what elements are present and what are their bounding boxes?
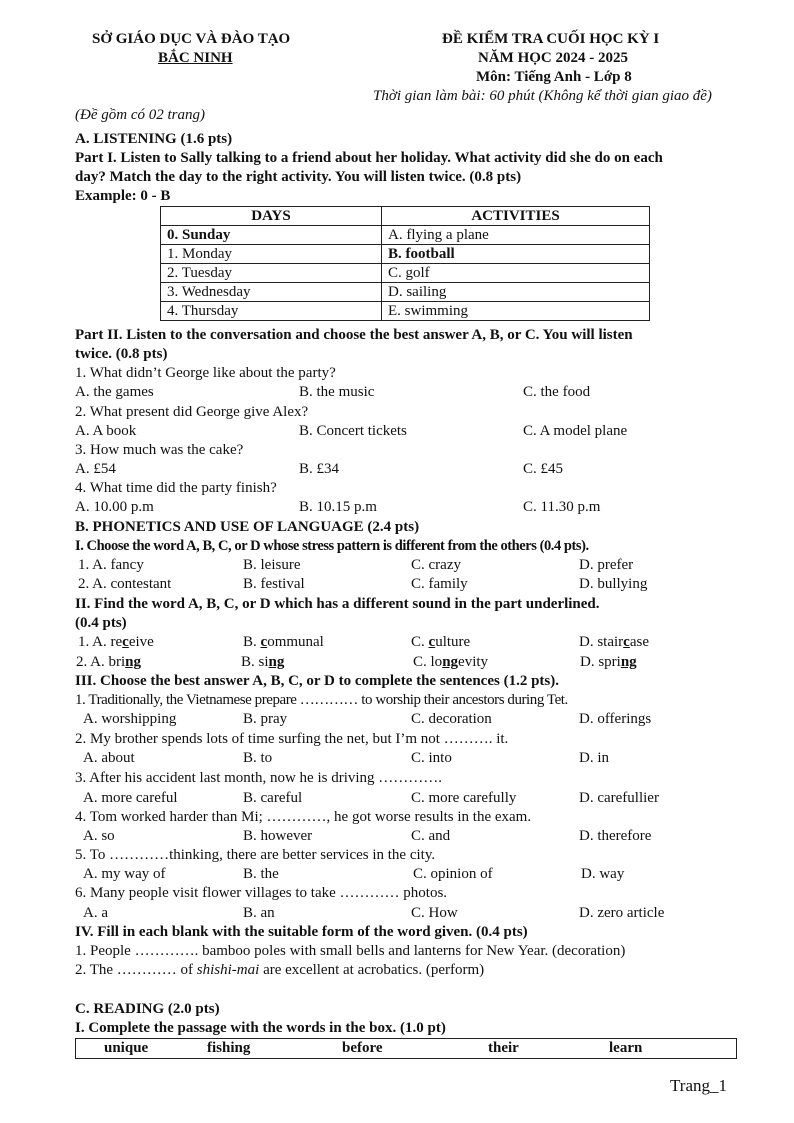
option-text: B. si <box>241 654 269 670</box>
mcq-question: 3. After his accident last month, now he is driving …………. <box>75 770 443 786</box>
option-c: C. How <box>411 905 458 921</box>
option-b: B. festival <box>243 576 305 592</box>
option-b: B. leisure <box>243 557 301 573</box>
option-d: D. offerings <box>579 711 652 727</box>
option-b: B. an <box>243 905 275 921</box>
option-b: B. to <box>243 750 273 766</box>
time-allowed: Thời gian làm bài: 60 phút (Không kể thời gian giao đề) <box>373 88 712 104</box>
day-cell: 2. Tuesday <box>161 264 382 283</box>
option-b: B. pray <box>243 711 288 727</box>
mcq-question: 4. Tom worked harder than Mi; …………, he got worse results in the exam. <box>75 809 532 825</box>
sound-instruction-line1: II. Find the word A, B, C, or D which has a different sound in the part underlined. <box>75 596 600 612</box>
word-form-instruction: IV. Fill in each blank with the suitable form of the word given. (0.4 pts) <box>75 924 528 940</box>
table-header-days: DAYS <box>161 207 382 226</box>
option-a: A. my way of <box>83 866 166 882</box>
option-text: 2. A. bri <box>76 654 126 670</box>
option-d: D. therefore <box>579 828 652 844</box>
option-b: B. Concert tickets <box>299 423 407 439</box>
word-box-item: fishing <box>207 1040 251 1056</box>
table-header-activities: ACTIVITIES <box>382 207 650 226</box>
days-activities-table <box>160 206 650 321</box>
word-form-question: 1. People …………. bamboo poles with small bells and lanterns for New Year. (decoration) <box>75 943 626 959</box>
option-c: C. the food <box>523 384 591 400</box>
part2-instruction-line2: twice. (0.8 pts) <box>75 346 168 362</box>
option-c: C. A model plane <box>523 423 628 439</box>
option-d: D. bullying <box>579 576 648 592</box>
word-form-question <box>75 961 484 980</box>
option-c: C. into <box>411 750 452 766</box>
stress-instruction: I. Choose the word A, B, C, or D whose stress pattern is different from the others (0.4 pts). <box>75 538 589 554</box>
underlined-part: c <box>428 634 436 650</box>
activity-cell: B. football <box>382 245 650 264</box>
option-b <box>241 653 284 672</box>
mcq-question: 2. My brother spends lots of time surfing the net, but I’m not ………. it. <box>75 731 509 747</box>
option-c: C. and <box>411 828 451 844</box>
province-name: BẮC NINH <box>158 50 233 66</box>
option-a: A. 10.00 p.m <box>75 499 154 515</box>
table-row <box>161 302 650 321</box>
section-a-title: A. LISTENING (1.6 pts) <box>75 131 233 147</box>
option-a: A. worshipping <box>83 711 177 727</box>
option-text: ommunal <box>267 634 324 650</box>
option-a <box>78 633 154 652</box>
option-c <box>411 633 470 652</box>
word-box-item: before <box>342 1040 383 1056</box>
mcq-question: 6. Many people visit flower villages to take ………… photos. <box>75 885 448 901</box>
option-b: B. however <box>243 828 313 844</box>
option-text: eive <box>128 634 154 650</box>
option-c: C. more carefully <box>411 790 517 806</box>
pages-note: (Đề gồm có 02 trang) <box>75 107 205 123</box>
day-cell: 1. Monday <box>161 245 382 264</box>
school-year: NĂM HỌC 2024 - 2025 <box>478 50 628 66</box>
day-cell: 4. Thursday <box>161 302 382 321</box>
mcq-question: 5. To …………thinking, there are better services in the city. <box>75 847 436 863</box>
mcq-question: 1. Traditionally, the Vietnamese prepare ………… to worship their ancestors during Tet. <box>75 692 568 708</box>
option-text: B. <box>243 634 261 650</box>
question-text: 2. The ………… of <box>75 962 197 978</box>
listening-question: 2. What present did George give Alex? <box>75 404 309 420</box>
underlined-part: ng <box>442 654 459 670</box>
option-b: B. careful <box>243 790 303 806</box>
option-d: D. carefullier <box>579 790 659 806</box>
option-a: A. £54 <box>75 461 116 477</box>
word-box <box>75 1038 737 1059</box>
option-text: ulture <box>435 634 471 650</box>
part1-instruction-line2: day? Match the day to the right activity. You will listen twice. (0.8 pts) <box>75 169 522 185</box>
exam-title: ĐỀ KIỂM TRA CUỐI HỌC KỲ I <box>442 31 660 47</box>
underlined-part: ng <box>620 654 637 670</box>
word-box-item: learn <box>609 1040 643 1056</box>
underlined-part: c <box>122 634 129 650</box>
option-a: A. about <box>83 750 135 766</box>
option-a: A. more careful <box>83 790 178 806</box>
option-a: A. a <box>83 905 108 921</box>
department-name: SỞ GIÁO DỤC VÀ ĐÀO TẠO <box>92 31 291 47</box>
option-a: A. the games <box>75 384 154 400</box>
option-text: C. lo <box>413 654 443 670</box>
word-box-item: their <box>488 1040 519 1056</box>
option-d: D. in <box>579 750 609 766</box>
option-a: A. so <box>83 828 115 844</box>
option-text: C. <box>411 634 429 650</box>
underlined-part: c <box>260 634 268 650</box>
option-text: ase <box>629 634 649 650</box>
word-box-item: unique <box>104 1040 149 1056</box>
option-b: B. 10.15 p.m <box>299 499 377 515</box>
option-b: B. the music <box>299 384 375 400</box>
mcq-instruction: III. Choose the best answer A, B, C, or D to complete the sentences (1.2 pts). <box>75 673 559 689</box>
option-d <box>579 633 649 652</box>
page-number: Trang_1 <box>670 1076 727 1095</box>
option-c: C. decoration <box>411 711 492 727</box>
table-row <box>161 283 650 302</box>
day-cell: 3. Wednesday <box>161 283 382 302</box>
option-c: C. crazy <box>411 557 461 573</box>
section-c-title: C. READING (2.0 pts) <box>75 1001 220 1017</box>
option-a: 2. A. contestant <box>78 576 172 592</box>
option-a: 1. A. fancy <box>78 557 144 573</box>
italic-term: shishi-mai <box>196 962 260 978</box>
sound-instruction-line2: (0.4 pts) <box>75 615 127 631</box>
day-cell: 0. Sunday <box>161 226 382 245</box>
option-c <box>413 653 488 672</box>
listening-question: 4. What time did the party finish? <box>75 480 277 496</box>
part1-instruction-line1: Part I. Listen to Sally talking to a friend about her holiday. What activity did she do on each <box>75 150 663 166</box>
part1-example: Example: 0 - B <box>75 188 171 204</box>
activity-cell: A. flying a plane <box>382 226 650 245</box>
activity-cell: E. swimming <box>382 302 650 321</box>
listening-question: 1. What didn’t George like about the party? <box>75 365 336 381</box>
activity-cell: D. sailing <box>382 283 650 302</box>
table-header-row <box>161 207 650 226</box>
option-b: B. the <box>243 866 279 882</box>
underlined-part: ng <box>268 654 285 670</box>
option-c: C. 11.30 p.m <box>523 499 601 515</box>
option-text: D. spri <box>580 654 621 670</box>
option-text: D. stair <box>579 634 624 650</box>
table-row <box>161 245 650 264</box>
option-d: D. way <box>581 866 625 882</box>
table-row <box>161 226 650 245</box>
option-b: B. £34 <box>299 461 340 477</box>
underlined-part: ng <box>125 654 142 670</box>
underlined-part: c <box>623 634 630 650</box>
option-c: C. family <box>411 576 468 592</box>
section-b-title: B. PHONETICS AND USE OF LANGUAGE (2.4 pts) <box>75 519 420 535</box>
reading-instruction: I. Complete the passage with the words in the box. (1.0 pt) <box>75 1020 446 1036</box>
option-text: evity <box>458 654 489 670</box>
option-d <box>580 653 637 672</box>
option-a <box>76 653 141 672</box>
option-text: 1. A. re <box>78 634 123 650</box>
activity-cell: C. golf <box>382 264 650 283</box>
question-text: are excellent at acrobatics. (perform) <box>259 962 485 978</box>
part2-instruction-line1: Part II. Listen to the conversation and choose the best answer A, B, or C. You will listen <box>75 327 633 343</box>
listening-question: 3. How much was the cake? <box>75 442 244 458</box>
table-row <box>161 264 650 283</box>
option-d: D. prefer <box>579 557 634 573</box>
option-a: A. A book <box>75 423 137 439</box>
option-c: C. £45 <box>523 461 564 477</box>
subject-line: Môn: Tiếng Anh - Lớp 8 <box>476 69 632 85</box>
option-d: D. zero article <box>579 905 665 921</box>
option-c: C. opinion of <box>413 866 493 882</box>
option-b <box>243 633 324 652</box>
